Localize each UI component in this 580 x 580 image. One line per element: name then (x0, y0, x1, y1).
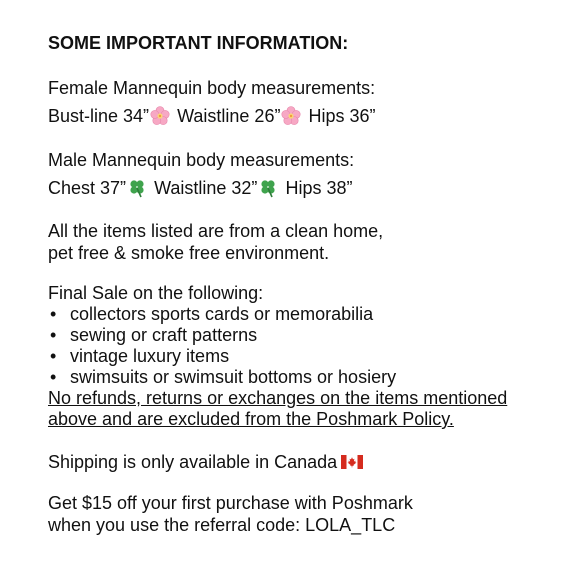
female-measurements-section (48, 74, 568, 130)
shipping-text: Shipping is only available in Canada (48, 452, 338, 472)
female-measurements-title: Female Mannequin body measurements: (48, 78, 376, 98)
referral-line-1: Get $15 off your first purchase with Poshmark (48, 493, 413, 513)
bullet: • (50, 304, 57, 324)
bullet: • (50, 325, 57, 345)
cherry-blossom-icon (281, 106, 301, 126)
canada-flag-icon (341, 455, 363, 469)
four-leaf-clover-icon (258, 178, 278, 198)
environment-line-2: pet free & smoke free environment. (48, 243, 330, 263)
info-document (48, 30, 568, 536)
environment-section (48, 220, 568, 264)
shipping-section (48, 448, 568, 476)
page-title: SOME IMPORTANT INFORMATION: (48, 33, 349, 53)
female-measurements-line (48, 102, 568, 130)
male-measurements-title: Male Mannequin body measurements: (48, 150, 355, 170)
list-item: • collectors sports cards or memorabilia (50, 304, 374, 324)
cherry-blossom-icon (150, 106, 170, 126)
environment-line-1: All the items listed are from a clean home, (48, 221, 384, 241)
male-chest: Chest 37” (48, 178, 127, 198)
final-sale-title: Final Sale on the following: (48, 283, 264, 303)
referral-section (48, 492, 568, 536)
final-sale-section (48, 282, 568, 430)
referral-line-2: when you use the referral code: LOLA_TLC (48, 515, 396, 535)
list-item: • sewing or craft patterns (50, 325, 258, 345)
male-measurements-line (48, 174, 568, 202)
policy-line-2: above and are excluded from the Poshmark Policy. (48, 409, 454, 429)
final-sale-list (48, 304, 568, 388)
male-hips: Hips 38” (285, 178, 353, 198)
list-item: • vintage luxury items (50, 346, 230, 366)
policy-line-1: No refunds, returns or exchanges on the items mentioned (48, 388, 508, 408)
female-hips: Hips 36” (308, 106, 376, 126)
four-leaf-clover-icon (127, 178, 147, 198)
bullet: • (50, 367, 57, 387)
female-bust: Bust-line 34” (48, 106, 150, 126)
male-waist: Waistline 32” (154, 178, 258, 198)
shipping-line (48, 448, 568, 476)
female-waist: Waistline 26” (177, 106, 281, 126)
list-item: • swimsuits or swimsuit bottoms or hosiery (50, 367, 397, 387)
male-measurements-section (48, 146, 568, 202)
bullet: • (50, 346, 57, 366)
